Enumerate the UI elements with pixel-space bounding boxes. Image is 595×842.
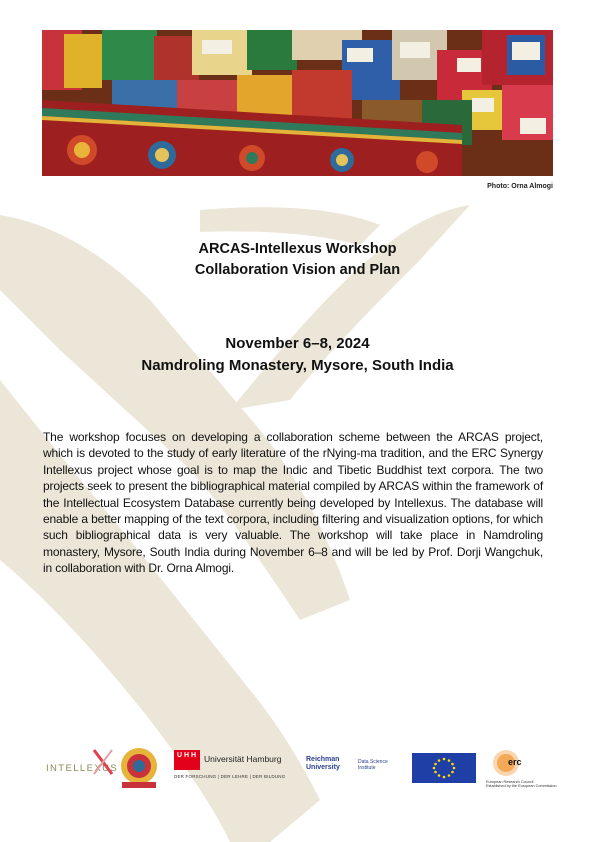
title-line-2: Collaboration Vision and Plan xyxy=(194,262,401,278)
intellexus-x-icon xyxy=(92,748,114,776)
workshop-title xyxy=(0,239,595,281)
intellexus-logo xyxy=(46,758,118,776)
event-info xyxy=(0,333,595,377)
erc-wordmark: erc xyxy=(508,757,522,767)
erc-emblem-icon xyxy=(486,748,526,778)
monastery-emblem-icon xyxy=(118,744,160,790)
uhh-mark: U H H xyxy=(174,750,200,770)
reichman-name: Reichman University xyxy=(306,756,340,771)
sponsor-logos xyxy=(40,744,560,794)
uhh-name: Universität Hamburg xyxy=(204,754,282,764)
event-location: Namdroling Monastery, Mysore, South India xyxy=(141,357,454,374)
photo-credit: Photo: Orna Almogi xyxy=(487,183,553,190)
intellexus-wordmark: INTELLEXUS xyxy=(46,763,119,774)
header-photo xyxy=(42,30,553,176)
event-dates: November 6–8, 2024 xyxy=(225,335,370,352)
reichman-unit: Data Science Institute xyxy=(358,759,388,771)
uhh-tagline: DER FORSCHUNG | DER LEHRE | DER BILDUNG xyxy=(174,774,286,779)
erc-logo xyxy=(486,748,557,788)
text-bundles-image xyxy=(42,30,553,176)
erc-caption: European Research Council Established by the European Commission xyxy=(486,780,557,788)
eu-flag-icon xyxy=(412,753,476,783)
title-line-1: ARCAS-Intellexus Workshop xyxy=(198,241,397,257)
reichman-logo xyxy=(306,756,388,772)
workshop-description: The workshop focuses on developing a collaboration scheme between the ARCAS project, which is devoted to the study of early literature of the rNying-ma tradition, and the ERC Synergy Intellexus project whose goal is to map the Indic and Tibetic Buddhist text corpora. The two projects seek to present the bibliographical material compiled by ARCAS within the framework of the Intellectual Ecosystem Database currently being developed by Intellexus. The database will enable a better mapping of the text corpora, including filtering and visualization options, for which such bibliographical data is very valuable. The workshop will take place in Namdroling monastery, Mysore, South India during November 6–8 and will be led by Prof. Dorji Wangchuk, in collaboration with Dr. Orna Almogi. xyxy=(43,430,543,576)
